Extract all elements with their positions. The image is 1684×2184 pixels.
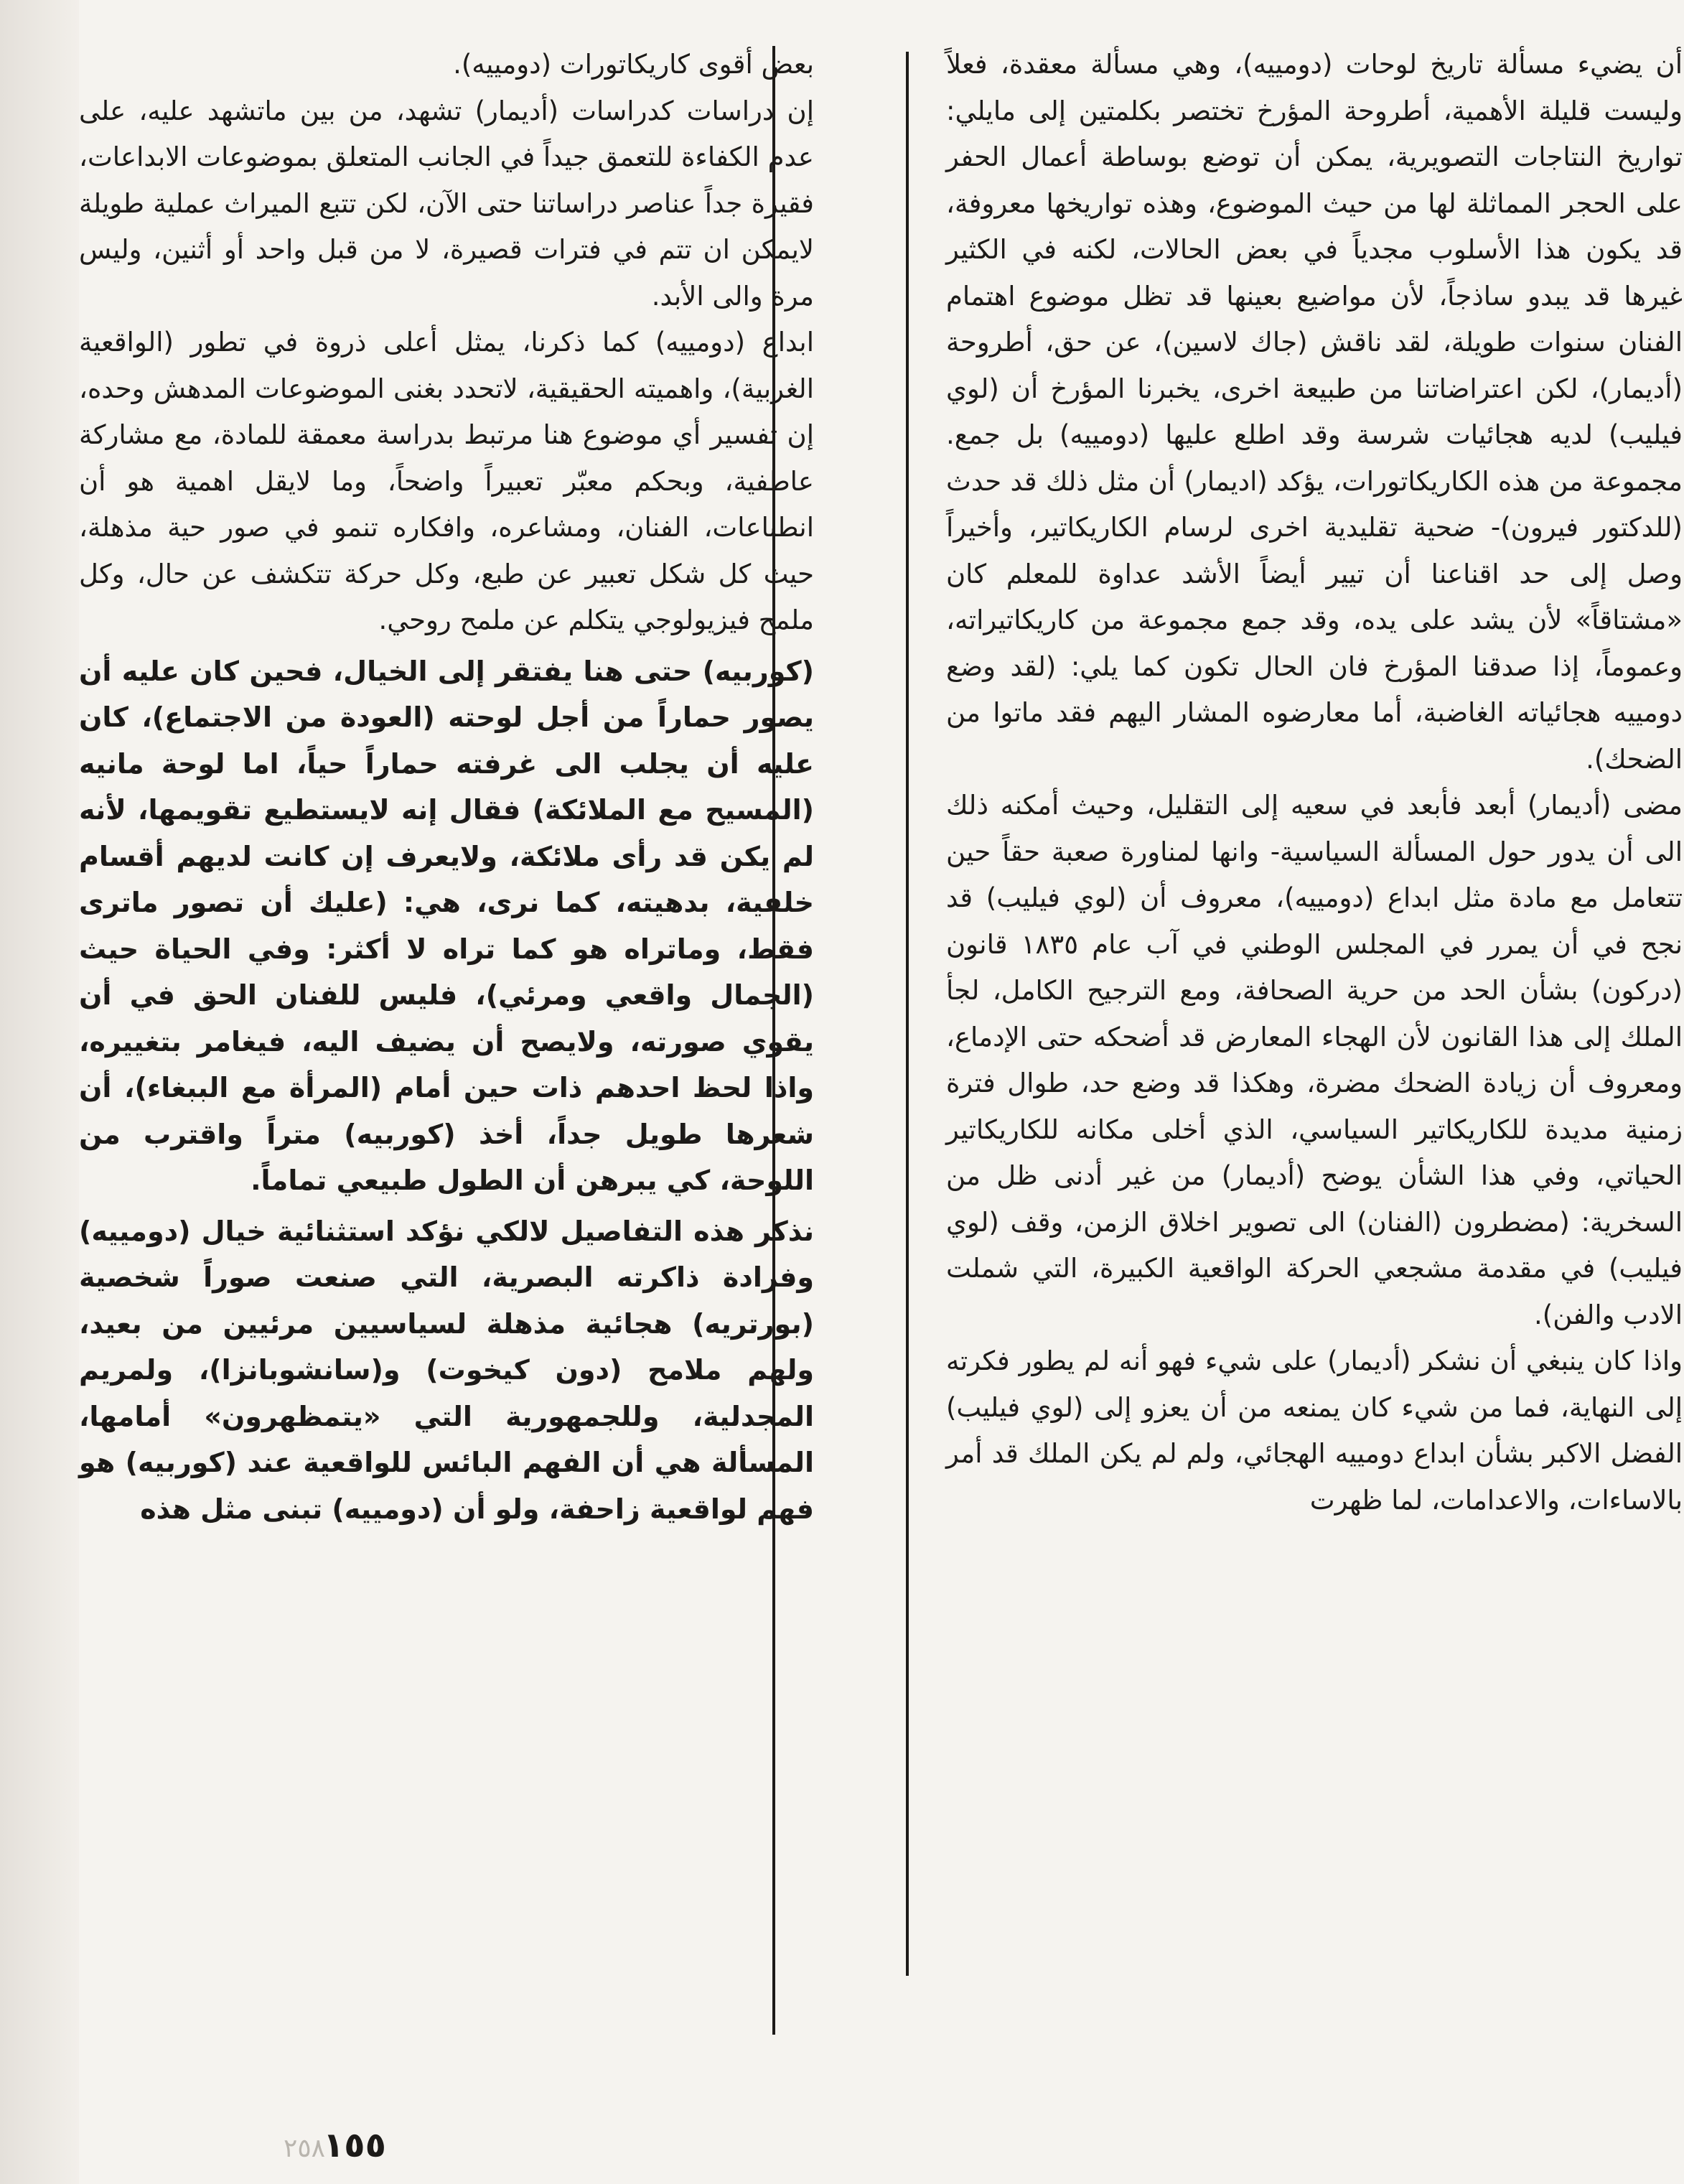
bold-paragraph: نذكر هذه التفاصيل لالكي نؤكد استثنائية خيال (دومييه) وفرادة ذاكرته البصرية، التي صنعت صوراً شخصية (بورتريه) هجائية مذهلة لسياسيين مرئيين من بعيد، ولهم ملامح (دون كيخوت) و(سانشوبانزا)، ولمريم المجدلية، وللجمهورية التي «يتمظهرون» أمامها، المسألة هي أن الفهم البائس للواقعية عند (كوربيه) هو فهم لواقعية زاحفة، ولو أن (دومييه) تبنى مثل هذه — [79, 1215, 814, 1525]
page-number: ١٥٥ — [323, 2125, 386, 2165]
paragraph: مضى (أديمار) أبعد فأبعد في سعيه إلى التقليل، وحيث أمكنه ذلك الى أن يدور حول المسألة السياسية- وانها لمناورة صعبة حقاً حين تتعامل مع مادة مثل ابداع (دومييه)، معروف أن (لوي فيليب) قد نجح في أن يمرر في المجلس الوطني في آب عام ١٨٣٥ قانون (دركون) بشأن الحد من حرية الصحافة، ومع الترجيح الكامل، لجأ الملك إلى هذا القانون لأن الهجاء المعارض قد أضحكه حتى الإدماع، ومعروف أن زيادة الضحك مضرة، وهكذا قد وضع حد، طوال فترة زمنية مديدة للكاريكاتير السياسي، الذي أخلى مكانه للكاريكاتير الحياتي، وفي هذا الشأن يوضح (أديمار) من غير أدنى ظل من السخرية: (مضطرون (الفنان) الى تصوير اخلاق الزمن، وقف (لوي فيليب) في مقدمة مشجعي الحركة الواقعية الكبيرة، التي شملت الادب والفن). — [946, 790, 1683, 1330]
paragraph: أن يضيء مسألة تاريخ لوحات (دومييه)، وهي مسألة معقدة، فعلاً وليست قليلة الأهمية، أطروحة المؤرخ تختصر بكلمتين إلى مايلي: تواريخ النتاجات التصويرية، يمكن أن توضع بوساطة أعمال الحفر على الحجر المماثلة لها من حيث الموضوع، وهذه تواريخها معروفة، قد يكون هذا الأسلوب مجدياً في بعض الحالات، لكنه في الكثير غيرها قد يبدو ساذجاً، لأن مواضيع بعينها قد تظل موضوع اهتمام الفنان سنوات طويلة، لقد ناقش (جاك لاسين)، عن حق، أطروحة (أديمار)، لكن اعتراضاتنا من طبيعة اخرى، يخبرنا المؤرخ أن (لوي فيليب) لديه هجائيات شرسة وقد اطلع عليها (دومييه) بل جمع. مجموعة من هذه الكاريكاتورات، يؤكد (اديمار) أن مثل ذلك قد حدث (للدكتور فيرون)- ضحية تقليدية اخرى لرسام الكاريكاتير، وأخيراً وصل إلى حد اقناعنا أن تيير أيضاً الأشد عداوة للمعلم كان «مشتاقاً» لأن يشد على يده، وقد جمع مجموعة من كاريكاتيراته، وعموماً، إذا صدقنا المؤرخ فان الحال تكون كما يلي: (لقد وضع دومييه هجائياته الغاضبة، أما معارضوه المشار اليهم فقد ماتوا من الضحك). — [946, 49, 1683, 775]
paragraph: إن دراسات كدراسات (أديمار) تشهد، من بين ماتشهد عليه، على عدم الكفاءة للتعمق جيداً في الجانب المتعلق بموضوعات الابداعات، فقيرة جداً عناصر دراساتنا حتى الآن، لكن تتبع الميراث عملية طويلة لايمكن ان تتم في فترات قصيرة، لا من قبل واحد أو أثنين، وليس مرة والى الأبد. — [79, 95, 814, 312]
left-text-column — [79, 42, 814, 1532]
page-gutter-shadow — [0, 0, 79, 2184]
paragraph: واذا كان ينبغي أن نشكر (أديمار) على شيء فهو أنه لم يطور فكرته إلى النهاية، فما من شيء كان يمنعه من أن يعزو إلى (لوي فيليب) الفضل الاكبر بشأن ابداع دومييه الهجائي، ولم لم يكن الملك قد أمر بالاساءات، والاعدامات، لما ظهرت — [946, 1345, 1683, 1516]
paragraph: بعض أقوى كاريكاتورات (دومييه). — [453, 49, 814, 80]
bold-paragraph: (كوربيه) حتى هنا يفتقر إلى الخيال، فحين كان عليه أن يصور حماراً من أجل لوحته (العودة من الاجتماع)، كان عليه أن يجلب الى غرفته حماراً حياً، اما لوحة مانيه (المسيح مع الملائكة) فقال إنه لايستطيع تقويمها، لأنه لم يكن قد رأى ملائكة، ولايعرف إن كانت لديهم أقسام خلفية، بدهيته، كما نرى، هي: (عليك أن تصور ماترى فقط، وماتراه هو كما تراه لا أكثر: وفي الحياة حيث (الجمال واقعي ومرئي)، فليس للفنان الحق في أن يقوي صورته، ولايصح أن يضيف اليه، فيغامر بتغييره، واذا لحظ احدهم ذات حين أمام (المرأة مع الببغاء)، أن شعرها طويل جداً، أخذ (كوربيه) متراً واقترب من اللوحة، كي يبرهن أن الطول طبيعي تماماً. — [79, 655, 814, 1196]
bleed-through-page-number: ٢٥٨ — [284, 2134, 326, 2163]
paragraph: ابداع (دومييه) كما ذكرنا، يمثل أعلى ذروة في تطور (الواقعية الغربية)، واهميته الحقيقية، لاتحدد بغنى الموضوعات المدهش وحده، إن تفسير أي موضوع هنا مرتبط بدراسة معمقة للمادة، مع مشاركة عاطفية، وبحكم معبّر تعبيراً واضحاً، وما لايقل اهمية هو أن انطباعات، الفنان، ومشاعره، وافكاره تنمو في صور حية مذهلة، حيث كل شكل تعبير عن طبع، وكل حركة تتكشف عن حال، وكل ملمح فيزيولوجي يتكلم عن ملمح روحي. — [79, 327, 814, 635]
right-text-column — [946, 42, 1683, 1523]
column-divider-line — [906, 52, 909, 1976]
